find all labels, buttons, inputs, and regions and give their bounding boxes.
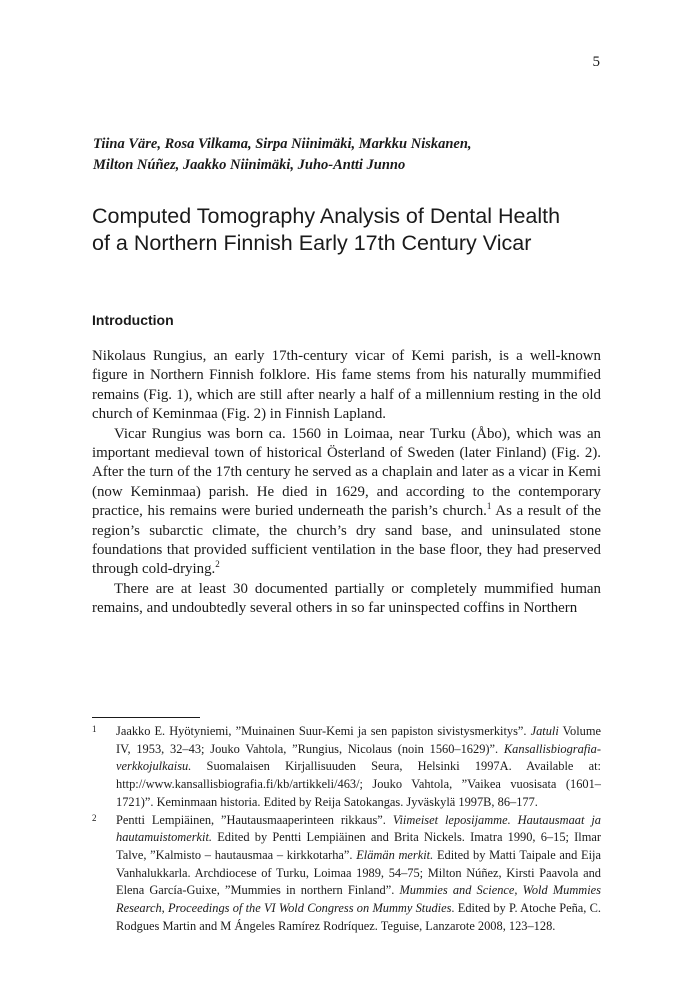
- author-list: [93, 134, 603, 176]
- footnote-text: Edited by Matti Taipale and Eija Vanhalukkarla. Archdiocese of Turku, Loimaa 1989, 54–75; Milton Núñez, Kirsti Paavola and Elena García-Guixe, ”Mummies in northern Finland”.: [116, 847, 601, 898]
- paragraph: Nikolaus Rungius, an early 17th-century vicar of Kemi parish, is a well-known figure in Northern Finnish folklore. His fame stems from his naturally mummified remains (Fig. 1), which are still after nearly a half of a millennium resting in the old church of Keminmaa (Fig. 2) in Finnish Lapland.: [92, 348, 601, 423]
- footnotes: [92, 723, 601, 935]
- footnote-reference: 2: [215, 559, 220, 570]
- title-line: of a Northern Finnish Early 17th Century Vicar: [92, 231, 532, 255]
- footnote-text: Edited by Pentti Lempiäinen and Brita Nickels. Imatra 1990, 6–15; Ilmar Talve, ”Kalmisto – hautausmaa – kirkkotarha”.: [116, 830, 601, 862]
- footnote-text: Volume IV, 1953, 32–43; Jouko Vahtola, ”Rungius, Nicolaus (noin 1560–1629)”.: [116, 724, 601, 756]
- footnote-italic-text: Viimeiset leposijamme. Hautausmaat ja hautamuistomerkit.: [116, 812, 601, 845]
- body-text: [92, 347, 601, 619]
- author-line: Tiina Väre, Rosa Vilkama, Sirpa Niinimäki, Markku Niskanen,: [93, 136, 472, 152]
- footnote-divider: [92, 717, 200, 718]
- footnote-italic-text: Elämän merkit.: [356, 847, 434, 862]
- paragraph-text: As a result of the region’s subarctic climate, the church’s dry sand base, and uninsulated stone foundations that provided sufficient ventilation in the base floor, they had preserved through cold-drying.: [92, 503, 601, 578]
- page-number: 5: [592, 54, 600, 70]
- footnote-italic-text: Kansallisbiografia-verkkojulkaisu.: [116, 741, 601, 774]
- footnote-italic-text: Mummies and Science, Wold Mummies Research, Proceedings of the VI Wold Congress on Mummy Studies: [116, 883, 601, 916]
- footnote-reference: 1: [486, 501, 492, 512]
- paragraph: [92, 425, 601, 580]
- paragraph: There are at least 30 documented partially or completely mummified human remains, and undoubtedly several others in so far uninspected coffins in Northern: [92, 580, 601, 617]
- paragraph-text: Vicar Rungius was born ca. 1560 in Loimaa, near Turku (Åbo), which was an important medieval town of historical Österland of Sweden (later Finland) (Fig. 2). After the turn of the 17th century he served as a chaplain and later as a vicar in Kemi (now Keminmaa) parish. He died in 1629, and according to the contemporary practice, his remains were buried underneath the parish’s church.: [92, 425, 601, 520]
- section-heading: Introduction: [92, 312, 174, 328]
- footnote-text: Suomalaisen Kirjallisuuden Seura, Helsinki 1997A. Available at: http://www.kansallisbiografia.fi/kb/artikkeli/463/; Jouko Vahtola, ”Vaikea vuosisata (1601–1721)”. Keminmaan historia. Edited by Reija Satokangas. Jyväskylä 1997B, 86–177.: [116, 759, 601, 809]
- author-line: Milton Núñez, Jaakko Niinimäki, Juho-Antti Junno: [93, 157, 406, 173]
- article-title: [92, 203, 612, 257]
- footnote-number: 1: [92, 724, 97, 734]
- title-line: Computed Tomography Analysis of Dental Health: [92, 204, 561, 228]
- footnote-text: Jaakko E. Hyötyniemi, ”Muinainen Suur-Kemi ja sen papiston sivistysmerkitys”.: [116, 724, 531, 738]
- footnote-text: Pentti Lempiäinen, ”Hautausmaaperinteen rikkaus”.: [116, 812, 393, 827]
- footnote-text: . Edited by P. Atoche Peña, C. Rodgues Martin and M Ángeles Ramírez Rodríquez. Teguise, Lanzarote 2008, 123–128.: [116, 901, 601, 933]
- footnote-number: 2: [92, 812, 97, 823]
- footnote-italic-text: Jatuli: [530, 724, 559, 738]
- footnote: [92, 723, 601, 812]
- footnote: [92, 812, 601, 936]
